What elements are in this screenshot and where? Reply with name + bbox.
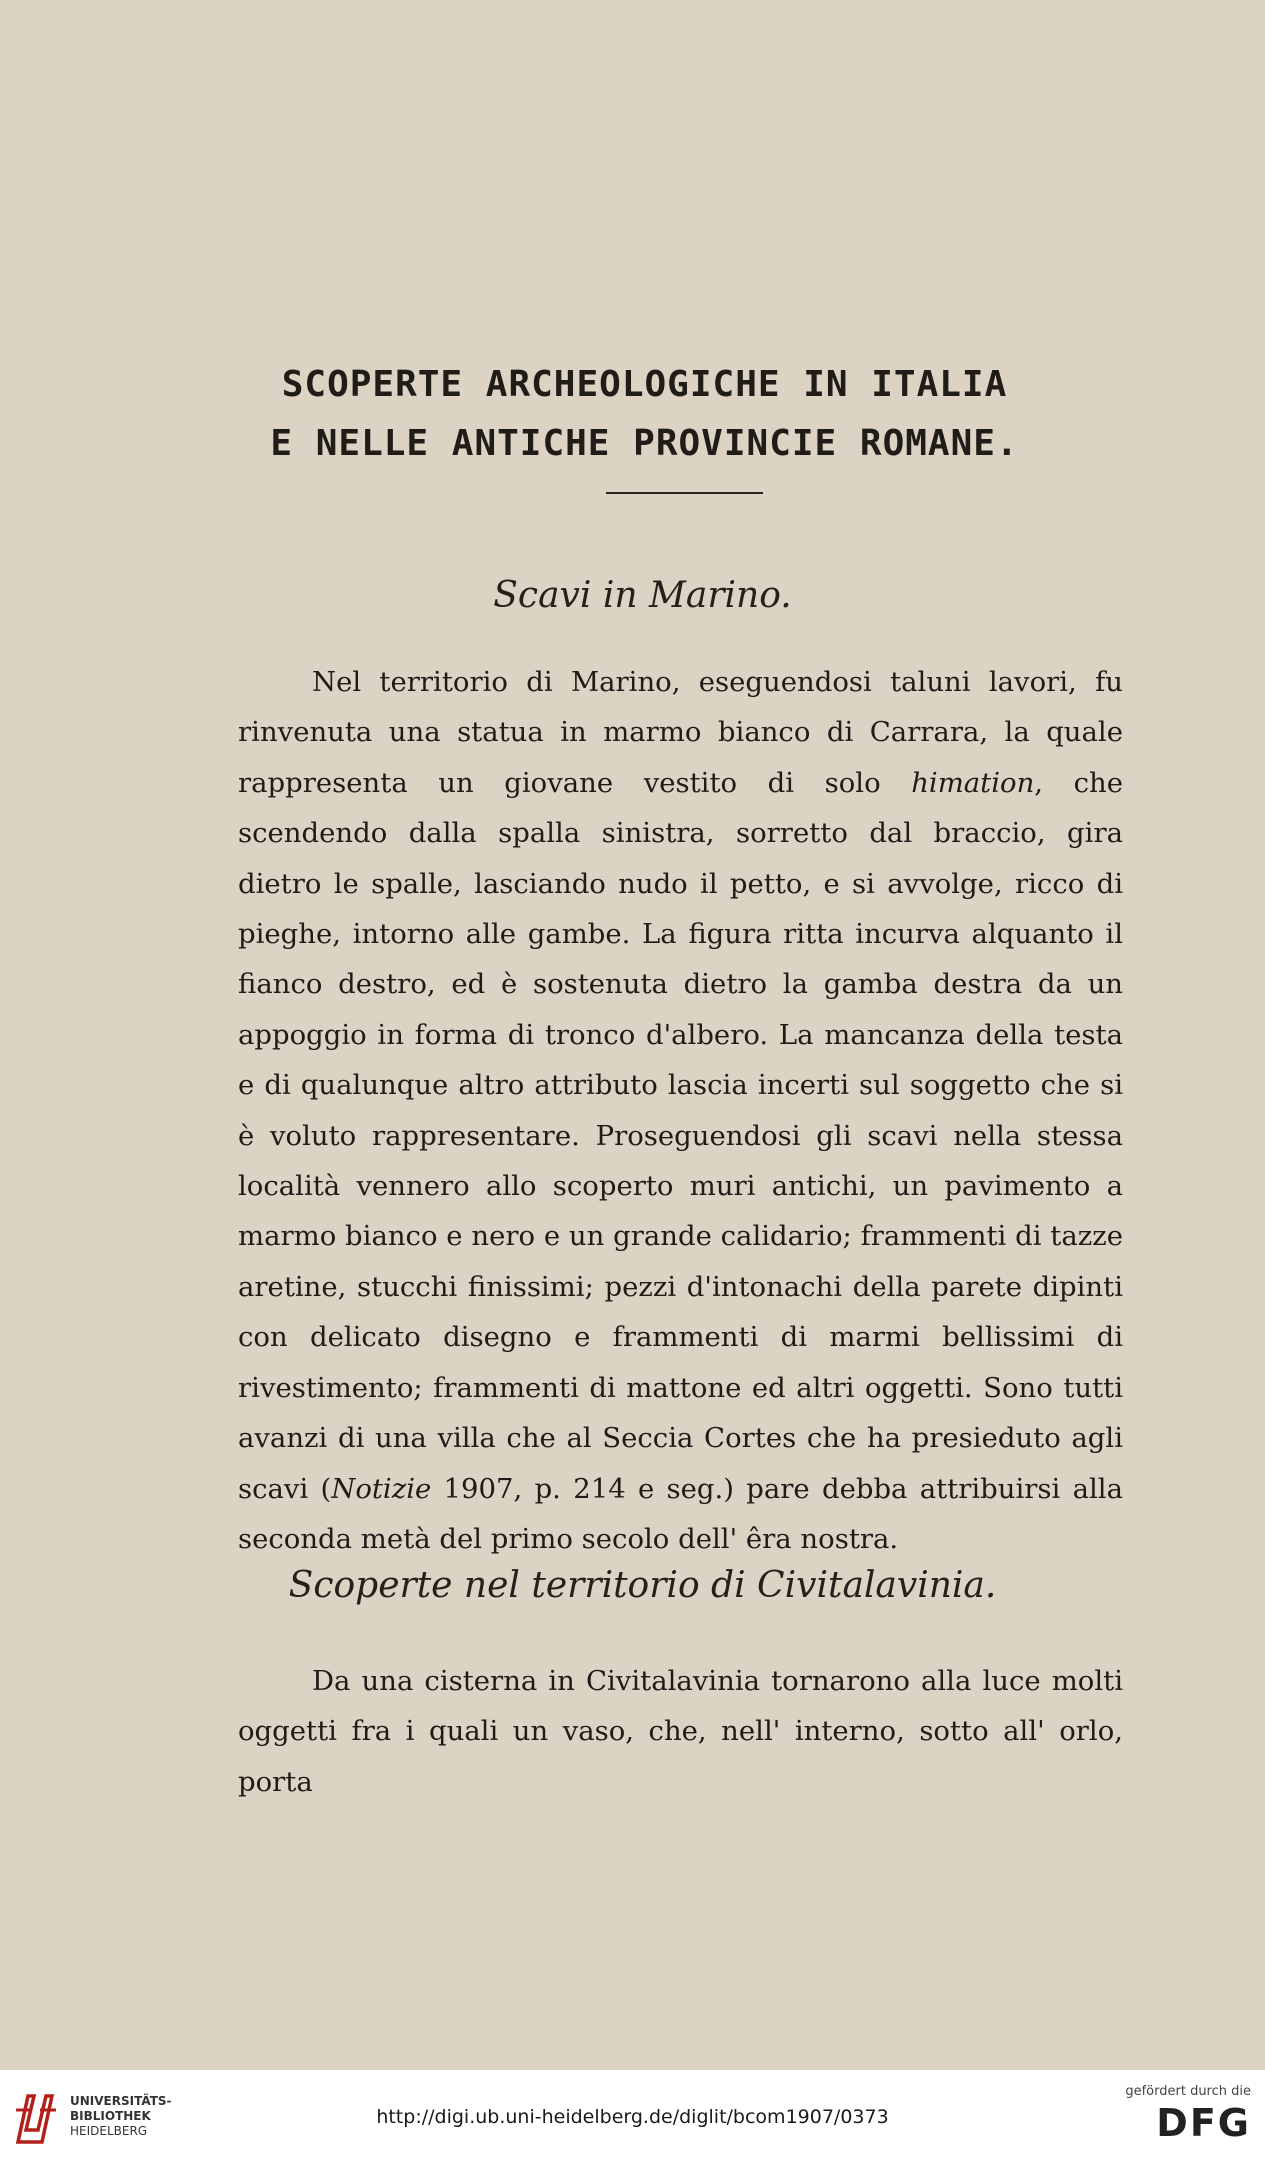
italic-term: himation	[911, 766, 1035, 799]
permalink-url[interactable]: http://digi.ub.uni-heidelberg.de/diglit/bcom1907/0373	[376, 2106, 889, 2128]
footer-bar	[0, 2070, 1265, 2163]
page-title-line-2: E NELLE ANTICHE PROVINCIE ROMANE.	[270, 423, 1019, 464]
paragraph-marino	[238, 657, 1123, 1564]
section-title-civitalavinia: Scoperte nel territorio di Civitalavinia.	[288, 1565, 997, 1606]
sponsor-block	[1101, 2084, 1251, 2145]
paragraph-civitalavinia	[238, 1656, 1123, 1807]
sponsor-text: gefördert durch die	[1125, 2084, 1251, 2099]
dfg-logo: DFG	[1156, 2101, 1251, 2145]
paragraph-text: Da una cisterna in Civitalavinia tornarono alla luce molti oggetti fra i quali un vaso, che, nell' interno, sotto all' orlo, porta	[238, 1665, 1123, 1798]
library-name-line-3: HEIDELBERG	[70, 2124, 148, 2138]
paragraph-text: 1907, p. 214 e seg.) pare debba attribuirsi alla seconda metà del primo secolo dell' êra nostra.	[238, 1472, 1123, 1555]
paragraph-text: Nel territorio di Marino, eseguendosi taluni lavori, fu rinvenuta una statua in marmo bianco di Carrara, la quale rappresenta un giovane vestito di solo	[238, 666, 1123, 799]
library-name-line-2: BIBLIOTHEK	[70, 2109, 151, 2123]
page-title-line-1: SCOPERTE ARCHEOLOGICHE IN ITALIA	[281, 364, 1008, 405]
paragraph-text: , che scendendo dalla spalla sinistra, sorretto dal braccio, gira dietro le spalle, lasciando nudo il petto, e si avvolge, ricco di pieghe, intorno alle gambe. La figura ritta incurva alquanto il fianco destro, ed è sostenuta dietro la gamba destra da un appoggio in forma di tronco d'albero. La mancanza della testa e di qualunque altro attributo lascia incerti sul soggetto che si è voluto rappresentare. Proseguendosi gli scavi nella stessa località vennero allo scoperto muri antichi, un pavimento a marmo bianco e nero e un grande calidario; frammenti di tazze aretine, stucchi finissimi; pezzi d'intonachi della parete dipinti con delicato disegno e frammenti di marmi bellissimi di rivestimento; frammenti di mattone ed altri oggetti. Sono tutti avanzi di una villa che al Seccia Cortes che ha presieduto agli scavi (	[238, 766, 1123, 1505]
library-name-line-1: UNIVERSITÄTS-	[70, 2094, 172, 2108]
section-title-marino: Scavi in Marino.	[493, 575, 792, 616]
title-divider	[606, 492, 763, 494]
italic-citation: Notizie	[331, 1472, 432, 1505]
